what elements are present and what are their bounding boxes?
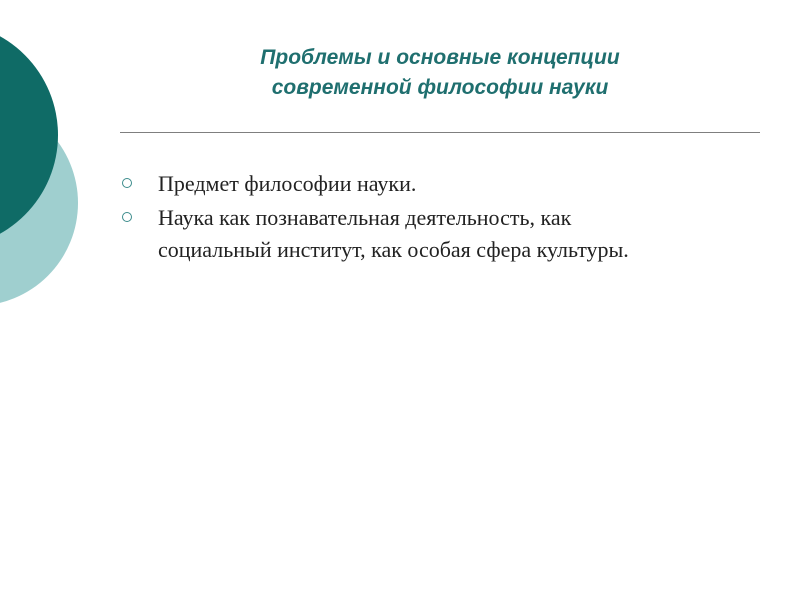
title-divider xyxy=(120,132,760,133)
slide-title-line-1: Проблемы и основные концепции xyxy=(260,46,620,69)
hollow-circle-bullet-icon xyxy=(122,212,132,222)
bullet-item-1 xyxy=(120,168,760,200)
bullet-list xyxy=(120,168,760,268)
bullet-item-2-line-2: социальный институт, как особая сфера культуры. xyxy=(158,237,629,262)
bullet-item-2-line-1: Наука как познавательная деятельность, как xyxy=(158,205,572,230)
slide-title xyxy=(120,43,760,103)
hollow-circle-bullet-icon xyxy=(122,178,132,188)
slide-title-line-2: современной философии науки xyxy=(271,76,609,99)
bullet-item-2 xyxy=(120,202,760,266)
bullet-item-1-text: Предмет философии науки. xyxy=(158,171,417,196)
